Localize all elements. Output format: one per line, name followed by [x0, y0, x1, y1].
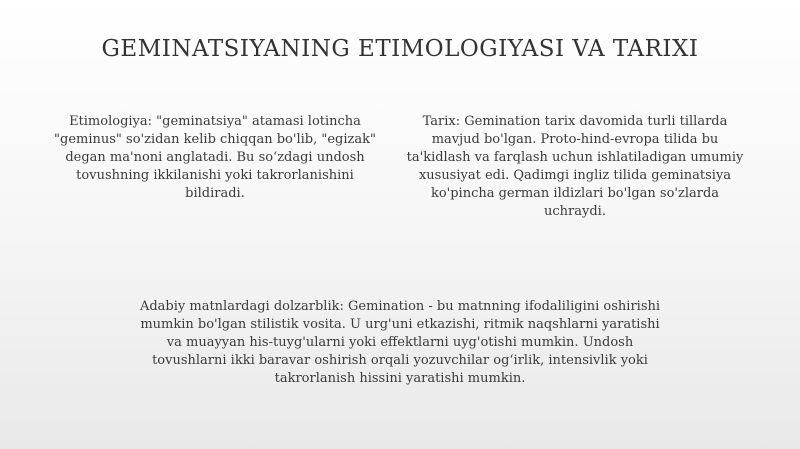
literary-relevance-paragraph: Adabiy matnlardagi dolzarblik: Gemination - bu matnning ifodaliligini oshirishi mumkin bo'lgan stilistik vosita. U urg'uni etkazishi, ritmik naqshlarni yaratishi va muayyan his-tuyg'ularni yoki effektlarni uyg'otishi mumkin. Undosh tovushlarni ikki baravar oshirish orqali yozuvchilar og‘irlik, intensivlik yoki takrorlanish hissini yaratishi mumkin. — [139, 299, 661, 386]
history-paragraph: Tarix: Gemination tarix davomida turli tillarda mavjud bo'lgan. Proto-hind-evropa tilida bu ta'kidlash va farqlash uchun ishlatiladigan umumiy xususiyat edi. Qadimgi ingliz tilida geminatsiya ko'pincha german ildizlari bo'lgan so'zlarda uchraydi. — [406, 114, 744, 219]
etymology-paragraph: Etimologiya: "geminatsiya" atamasi lotincha "geminus" so'zidan kelib chiqqan bo'lib, "egizak" degan ma'noni anglatadi. Bu so‘zdagi undosh tovushning ikkilanishi yoki takrorlanishini bildiradi. — [54, 114, 376, 201]
slide-title: GEMINATSIYANING ETIMOLOGIYASI VA TARIXI — [101, 36, 699, 62]
